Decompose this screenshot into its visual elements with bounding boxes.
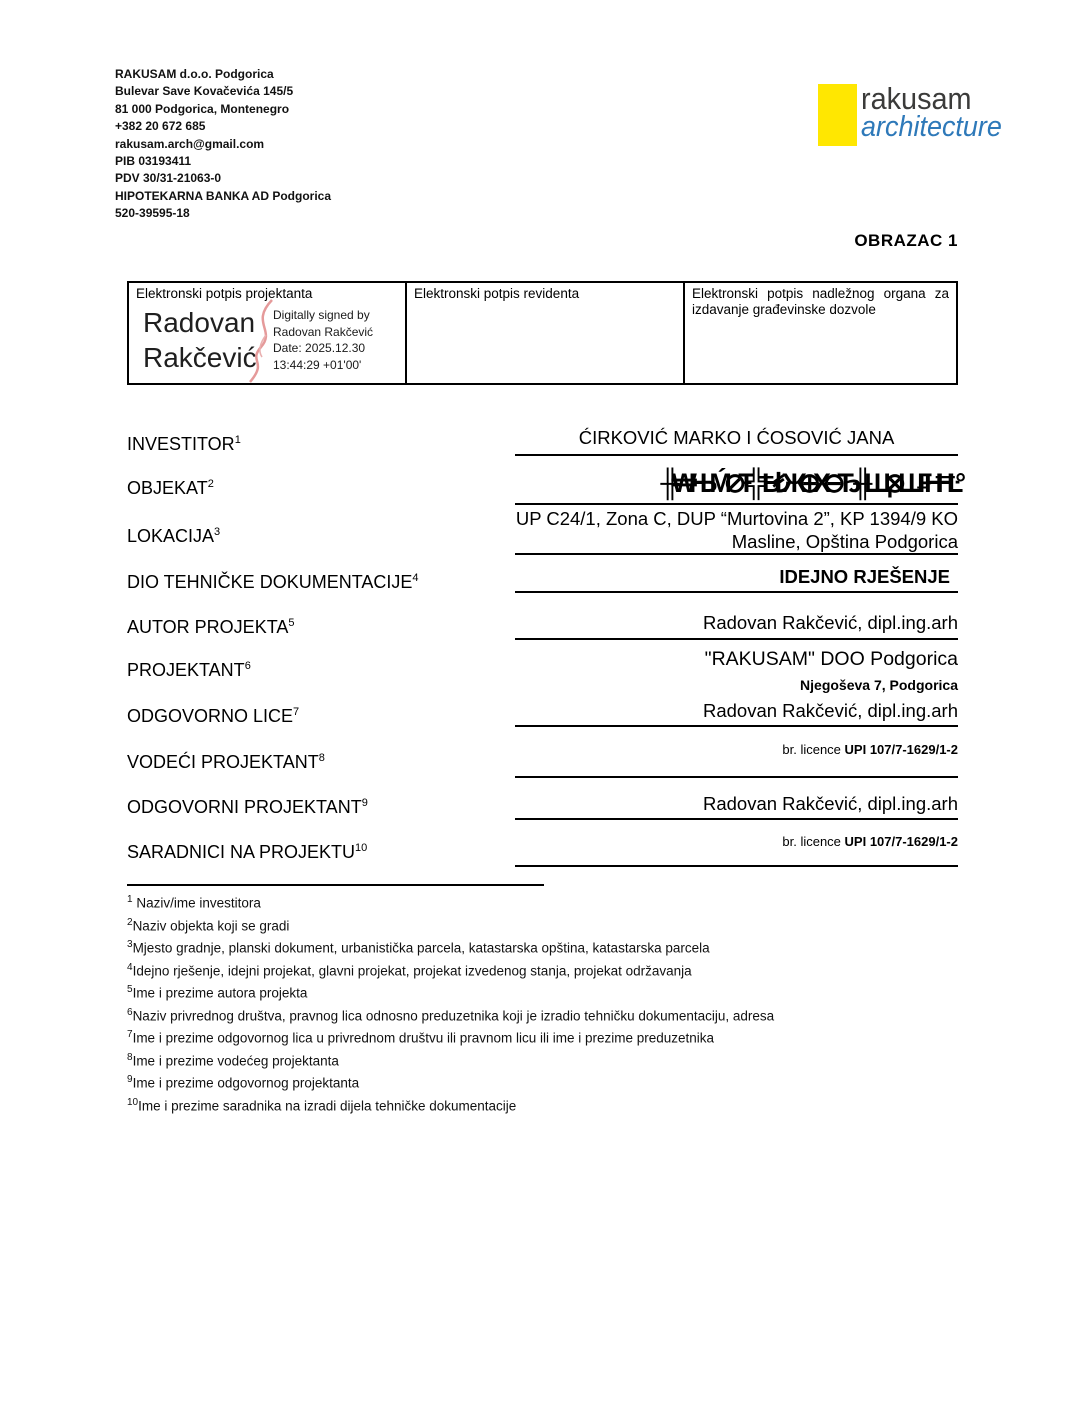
signature-details-line1: Digitally signed by bbox=[273, 308, 370, 322]
label-vodeci-projektant: VODEĆI PROJEKTANT$^8$ bbox=[127, 752, 325, 772]
logo-wordmark-rakusam: rakusam bbox=[861, 81, 972, 116]
footnotes-block bbox=[127, 890, 887, 1115]
footnote-5: $^5$Ime i prezime autora projekta bbox=[127, 984, 308, 1001]
signature-table bbox=[127, 281, 958, 385]
value-autor-projekta: Radovan Rakčević, dipl.ing.arh bbox=[515, 612, 958, 640]
label-saradnici-na-projektu: SARADNICI NA PROJEKTU$^{10}$ bbox=[127, 842, 368, 862]
signature-cell-projektant-header: Elektronski potpis projektanta bbox=[136, 286, 313, 301]
value-lokacija bbox=[515, 507, 958, 553]
value-odgovorni-projektant: Radovan Rakčević, dipl.ing.arh bbox=[515, 793, 958, 820]
footnote-1: $^1$ Naziv/ime investitora bbox=[127, 894, 261, 911]
licence-prefix-1: br. licence bbox=[782, 742, 845, 757]
value-investitor: ĆIRKOVIĆ MARKO I ĆOSOVIĆ JANA bbox=[515, 427, 958, 456]
company-bank: HIPOTEKARNA BANKA AD Podgorica bbox=[115, 188, 332, 203]
licence-line-1 bbox=[515, 742, 958, 757]
label-dio-tehnicke-dokumentacije: DIO TEHNIČKE DOKUMENTACIJE$^4$ bbox=[127, 572, 419, 592]
licence-number-2: UPI 107/7-1629/1-2 bbox=[844, 834, 958, 849]
company-street: Bulevar Save Kovačevića 145/5 bbox=[115, 84, 294, 99]
label-lokacija: LOKACIJA$^3$ bbox=[127, 526, 221, 546]
value-projektant-address: Njegoševa 7, Podgorica bbox=[800, 677, 958, 693]
underline-lokacija bbox=[515, 553, 958, 555]
signature-details-line4: 13:44:29 +01'00' bbox=[273, 357, 362, 372]
signature-name-line1: Radovan bbox=[143, 307, 256, 338]
company-name: RAKUSAM d.o.o. Podgorica bbox=[115, 67, 274, 81]
signature-details-line3: Date: 2025.12.30 bbox=[273, 341, 366, 355]
logo-wordmark-architecture: architecture bbox=[861, 111, 1002, 143]
signature-details-line2: Radovan Rakčević bbox=[273, 324, 374, 339]
company-pib: PIB 03193411 bbox=[115, 154, 192, 169]
label-odgovorno-lice: ODGOVORNO LICE$^7$ bbox=[127, 706, 300, 726]
company-email: rakusam.arch@gmail.com bbox=[115, 136, 265, 151]
value-lokacija-line1: UP C24/1, Zona C, DUP “Murtovina 2”, KP 1394/9 KO bbox=[515, 508, 958, 529]
signature-cell-nadlezni-organ bbox=[685, 283, 956, 383]
signature-name-line2: Rakčević bbox=[143, 342, 257, 373]
underline-saradnici bbox=[515, 865, 958, 867]
company-address-block bbox=[115, 66, 331, 223]
value-objekat-garbled: ╫₩ЊḾ⊘Ŧ╬Ѣ₺Ж⊕Х⊖Ђ╫Щ⊗Ш₣НĦĿ° bbox=[515, 468, 958, 505]
footnote-4: $^4$Idejno rješenje, idejni projekat, glavni projekat, projekat izvedenog stanja, projekat održavanja bbox=[127, 961, 692, 978]
footnote-9: $^9$Ime i prezime odgovornog projektanta bbox=[127, 1074, 360, 1091]
signature-cell-projektant bbox=[129, 283, 407, 383]
digital-signature-details bbox=[273, 307, 373, 373]
signature-cell-revident-header: Elektronski potpis revidenta bbox=[414, 286, 580, 301]
licence-number-1: UPI 107/7-1629/1-2 bbox=[844, 742, 958, 757]
logo-yellow-block bbox=[818, 84, 857, 146]
value-dio-tehnicke-dokumentacije: IDEJNO RJEŠENJE bbox=[515, 566, 958, 593]
label-projektant: PROJEKTANT$^6$ bbox=[127, 660, 251, 680]
footnote-separator bbox=[127, 884, 544, 886]
footnote-7: $^7$Ime i prezime odgovornog lica u privrednom društvu ili pravnom licu ili ime i prezime preduzetnika bbox=[127, 1029, 715, 1046]
label-autor-projekta: AUTOR PROJEKTA$^5$ bbox=[127, 617, 295, 637]
licence-prefix-2: br. licence bbox=[782, 834, 845, 849]
label-objekat: OBJEKAT$^2$ bbox=[127, 478, 214, 498]
label-odgovorni-projektant: ODGOVORNI PROJEKTANT$^9$ bbox=[127, 797, 368, 817]
underline-vodeci-projektant bbox=[515, 776, 958, 778]
company-phone: +382 20 672 685 bbox=[115, 119, 206, 134]
signature-cell-revident bbox=[407, 283, 685, 383]
footnote-3: $^3$Mjesto gradnje, planski dokument, urbanistička parcela, katastarska opština, katastarska parcela bbox=[127, 939, 710, 956]
form-title: OBRAZAC 1 bbox=[854, 231, 958, 250]
footnote-10: $^{10}$Ime i prezime saradnika na izradi dijela tehničke dokumentacije bbox=[127, 1096, 517, 1113]
footnote-8: $^8$Ime i prezime vodećeg projektanta bbox=[127, 1051, 339, 1068]
licence-line-2 bbox=[515, 834, 958, 849]
label-investitor: INVESTITOR$^1$ bbox=[127, 434, 241, 454]
signature-cell-nadlezni-organ-header: Elektronski potpis nadležnog organa za izdavanje građevinske dozvole bbox=[692, 286, 949, 317]
company-city: 81 000 Podgorica, Montenegro bbox=[115, 101, 290, 116]
value-odgovorno-lice: Radovan Rakčević, dipl.ing.arh bbox=[515, 700, 958, 727]
value-projektant: "RAKUSAM" DOO Podgorica bbox=[704, 648, 958, 670]
company-account: 520-39595-18 bbox=[115, 206, 190, 221]
company-pdv: PDV 30/31-21063-0 bbox=[115, 171, 222, 186]
footnote-2: $^2$Naziv objekta koji se gradi bbox=[127, 916, 290, 933]
value-lokacija-line2: Masline, Opština Podgorica bbox=[731, 531, 958, 552]
digital-signature-name bbox=[143, 305, 257, 375]
footnote-6: $^6$Naziv privrednog društva, pravnog lica odnosno preduzetnika koji je izradio tehničku dokumentaciju, adresa bbox=[127, 1006, 775, 1023]
